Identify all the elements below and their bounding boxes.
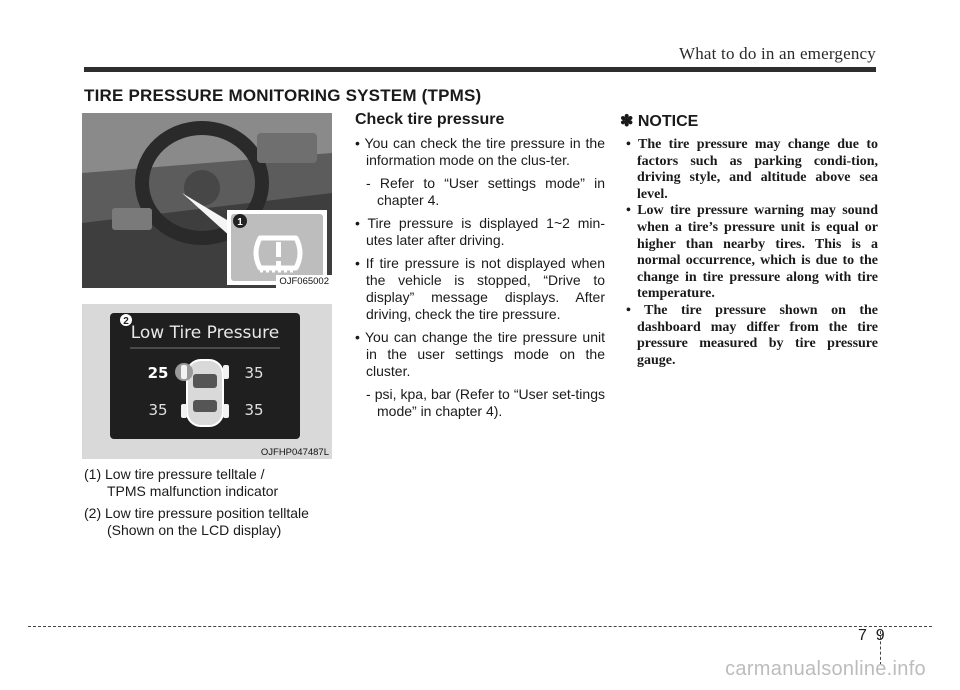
caption-2-number: (2) bbox=[84, 505, 102, 521]
fig1-code: OJF065002 bbox=[276, 275, 332, 288]
pressure-rear-right: 35 bbox=[244, 401, 264, 419]
pressure-front-right: 35 bbox=[244, 364, 264, 382]
notice-item-2-text: Low tire pressure warning may sound when a tire’s pressure unit is equal or higher than nearby tires. This is a normal occurrence, which is due to the change in tire pressure along with tire temperature. bbox=[637, 203, 879, 302]
fig1-callout-number: 1 bbox=[237, 217, 243, 228]
cluster-photo-illustration bbox=[82, 113, 332, 288]
header-rule bbox=[84, 67, 876, 72]
check-bullet-3-text: If tire pressure is not displayed when the vehicle is stopped, “Drive to display” message displays. After driving, check the tire pressure. bbox=[365, 255, 605, 322]
pressure-rear-left: 35 bbox=[148, 401, 168, 419]
lcd-title: Low Tire Pressure bbox=[130, 323, 280, 343]
check-tire-pressure-section bbox=[355, 111, 605, 426]
caption-1-line1: Low tire pressure telltale / bbox=[105, 466, 265, 482]
section-title: TIRE PRESSURE MONITORING SYSTEM (TPMS) bbox=[84, 86, 482, 105]
lcd-display-figure bbox=[82, 304, 332, 459]
notice-item-1-text: The tire pressure may change due to factors such as parking condi-tion, driving style, and altitude above sea level. bbox=[637, 137, 878, 202]
caption-1-number: (1) bbox=[84, 466, 102, 482]
footer-rule bbox=[28, 626, 932, 627]
notice-heading bbox=[620, 111, 878, 131]
notice-star-icon: ✽ bbox=[620, 113, 634, 130]
watermark-text: carmanualsonline.info bbox=[725, 658, 926, 680]
fig2-callout-number: 2 bbox=[123, 316, 129, 327]
check-bullet-2-text: Tire pressure is displayed 1~2 min-utes later after driving. bbox=[366, 215, 605, 248]
notice-item-2: • Low tire pressure warning may sound when a tire’s pressure unit is equal or higher than nearby tires. This is a normal occurrence, which is due to the change in tire pressure along with tire temperature. bbox=[626, 203, 879, 302]
lcd-display-illustration bbox=[82, 304, 332, 459]
check-sub-2: - psi, kpa, bar (Refer to “User set-tings mode” in chapter 4). bbox=[366, 386, 605, 419]
notice-item-1: • The tire pressure may change due to factors such as parking condi-tion, driving style, and altitude above sea level. bbox=[626, 137, 878, 202]
check-bullet-4: • You can change the tire pressure unit in the user settings mode on the cluster. bbox=[355, 329, 605, 379]
check-bullet-1: • You can check the tire pressure in the information mode on the clus-ter. bbox=[355, 135, 606, 168]
check-sub-1: - Refer to “User settings mode” in chapter 4. bbox=[366, 175, 605, 208]
caption-2 bbox=[84, 505, 344, 539]
caption-2-line1: Low tire pressure position telltale bbox=[105, 505, 309, 521]
chapter-number: 7 bbox=[858, 627, 867, 644]
caption-1 bbox=[84, 466, 344, 500]
caption-2-line2: (Shown on the LCD display) bbox=[107, 522, 282, 538]
page-number-value: 9 bbox=[875, 627, 885, 644]
check-sub-2-text: psi, kpa, bar (Refer to “User set-tings mode” in chapter 4). bbox=[374, 386, 605, 419]
notice-heading-text: NOTICE bbox=[637, 113, 699, 130]
notice-item-3-text: The tire pressure shown on the dashboard may differ from the tire pressure measured by tire pressure gauge. bbox=[637, 302, 878, 368]
caption-1-line2: TPMS malfunction indicator bbox=[107, 483, 279, 499]
check-bullet-4-text: You can change the tire pressure unit in the user settings mode on the cluster. bbox=[364, 329, 605, 379]
fig2-code: OJFHP047487L bbox=[258, 446, 332, 459]
check-bullet-1-text: You can check the tire pressure in the information mode on the clus-ter. bbox=[364, 135, 606, 168]
check-bullet-2: • Tire pressure is displayed 1~2 min-utes later after driving. bbox=[355, 215, 605, 248]
notice-item-3: • The tire pressure shown on the dashboard may differ from the tire pressure measured by tire pressure gauge. bbox=[626, 302, 878, 368]
check-heading: Check tire pressure bbox=[355, 111, 505, 128]
pressure-front-left: 25 bbox=[147, 364, 169, 382]
check-sub-1-text: Refer to “User settings mode” in chapter 4. bbox=[377, 175, 605, 208]
notice-section bbox=[620, 111, 878, 369]
check-bullet-3: • If tire pressure is not displayed when the vehicle is stopped, “Drive to display” message displays. After driving, check the tire pressure. bbox=[355, 255, 605, 322]
cluster-photo bbox=[82, 113, 332, 288]
chapter-header-title: What to do in an emergency bbox=[678, 44, 876, 63]
